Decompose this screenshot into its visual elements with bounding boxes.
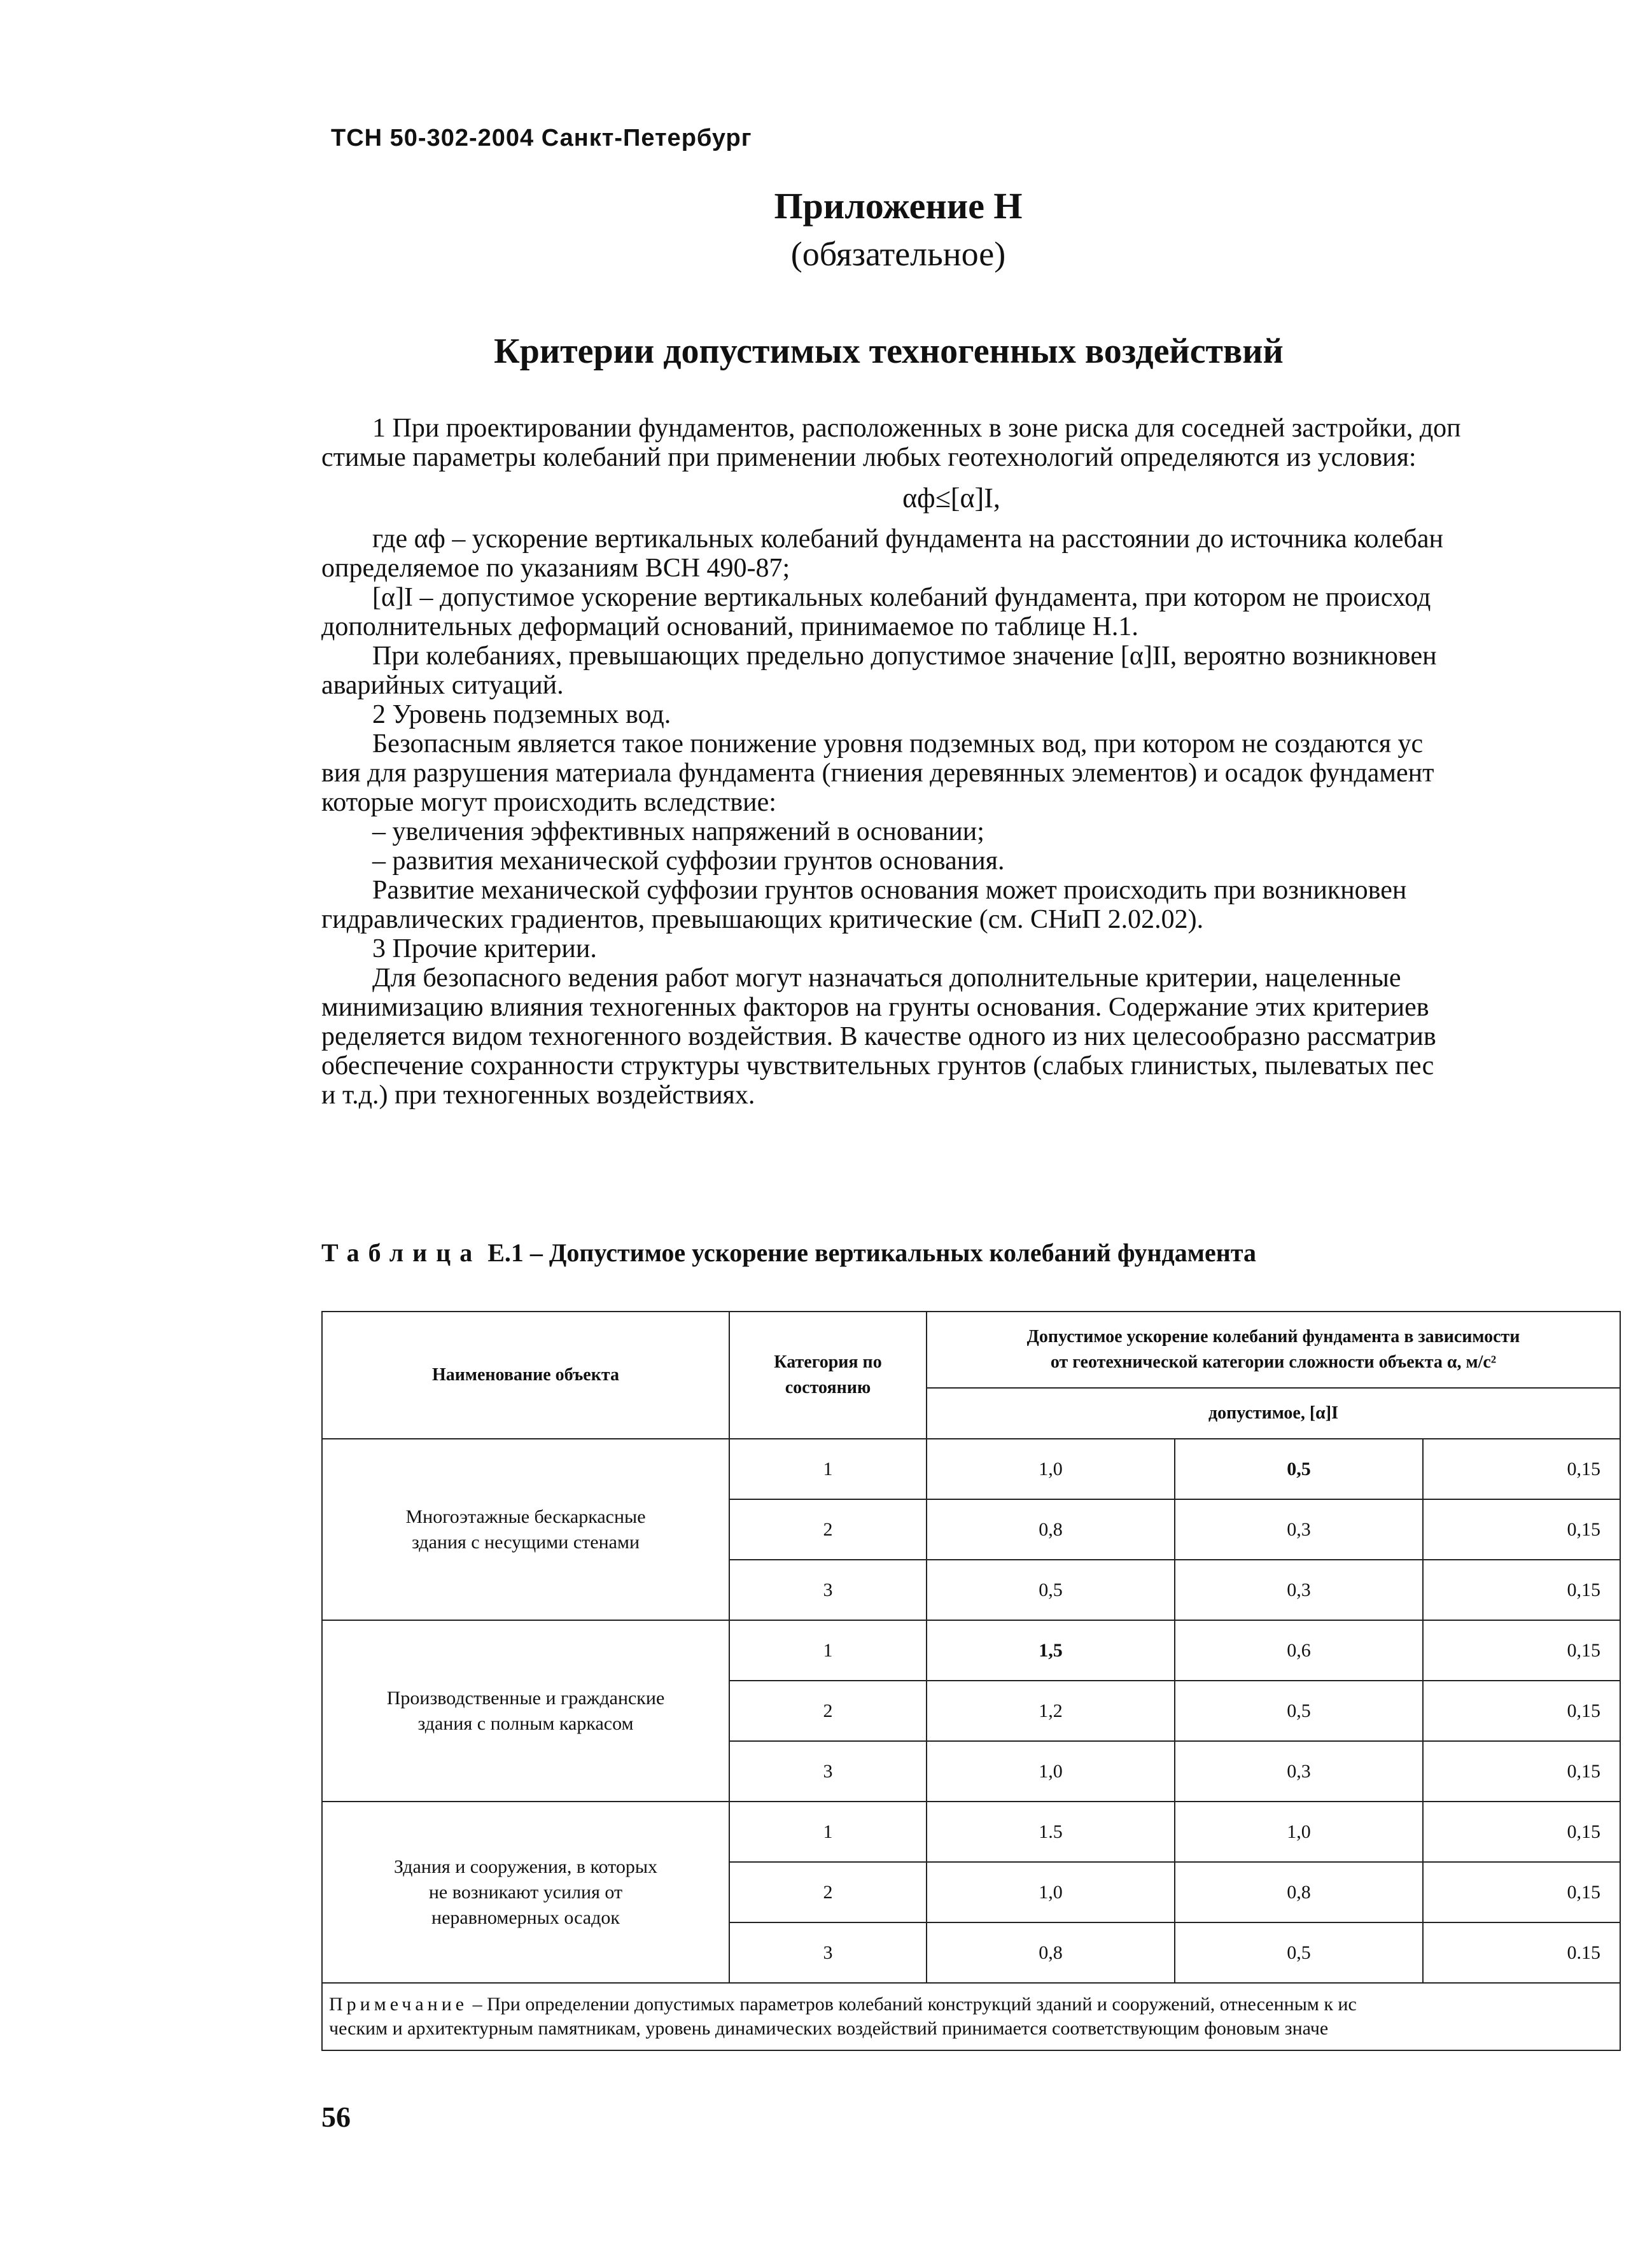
paragraph-6-line-2: вия для разрушения материала фундамента (гниения деревянных элементов) и осадок фундамент xyxy=(321,759,1434,788)
value-cell: 0,15 xyxy=(1423,1620,1620,1681)
value-cell: 0,8 xyxy=(1175,1862,1423,1922)
table-note-line-1 xyxy=(329,1992,1613,2017)
value-cell: 1.5 xyxy=(927,1802,1175,1862)
paragraph-9-line-2: минимизацию влияния техногенных факторов на грунты основания. Содержание этих критериев xyxy=(321,993,1429,1022)
table-row xyxy=(322,1802,1620,1862)
value-cell: 0,5 xyxy=(1175,1439,1423,1499)
header-acceleration xyxy=(927,1312,1620,1388)
paragraph-2-line-1: где αф – ускорение вертикальных колебаний фундамента на расстоянии до источника колебан xyxy=(372,524,1444,554)
appendix-status: (обязательное) xyxy=(790,235,1006,273)
paragraph-9-line-4: обеспечение сохранности структуры чувствительных грунтов (слабых глинистых, пылеватых пес xyxy=(321,1051,1434,1081)
header-category: Категория по состоянию xyxy=(729,1312,927,1439)
value-cell: 0,15 xyxy=(1423,1439,1620,1499)
category-cell: 1 xyxy=(729,1802,927,1862)
table-caption-label: Таблица xyxy=(321,1238,482,1267)
appendix-title: Приложение Н xyxy=(774,185,1023,227)
paragraph-3-line-1: [α]I – допустимое ускорение вертикальных колебаний фундамента, при котором не происход xyxy=(372,583,1431,612)
paragraph-5: 2 Уровень подземных вод. xyxy=(372,700,671,729)
table-caption xyxy=(321,1238,1256,1268)
value-cell: 1,0 xyxy=(927,1862,1175,1922)
paragraph-4-line-2: аварийных ситуаций. xyxy=(321,671,564,700)
object-name-line: Здания и сооружения, в которых xyxy=(393,1856,658,1877)
header-acceleration-line-1: Допустимое ускорение колебаний фундамента в зависимости xyxy=(1026,1327,1520,1347)
category-cell: 3 xyxy=(729,1560,927,1620)
table-caption-text: Е.1 – Допустимое ускорение вертикальных колебаний фундамента xyxy=(487,1238,1256,1267)
category-cell: 2 xyxy=(729,1499,927,1560)
object-name-line: здания с полным каркасом xyxy=(417,1712,634,1734)
value-cell: 1,2 xyxy=(927,1681,1175,1741)
value-cell: 0,15 xyxy=(1423,1802,1620,1862)
table-row xyxy=(322,1620,1620,1681)
value-cell: 0,5 xyxy=(1175,1922,1423,1983)
value-cell: 0,15 xyxy=(1423,1681,1620,1741)
body-text xyxy=(321,414,1631,1110)
paragraph-8: 3 Прочие критерии. xyxy=(372,934,597,963)
object-name-cell xyxy=(322,1439,729,1620)
paragraph-9-line-1: Для безопасного ведения работ могут назначаться дополнительные критерии, нацеленные xyxy=(372,963,1401,993)
value-cell: 0,6 xyxy=(1175,1620,1423,1681)
category-cell: 1 xyxy=(729,1620,927,1681)
table-note-text-1: – При определении допустимых параметров колебаний конструкций зданий и сооружений, отнесенным к ис xyxy=(468,1994,1357,2015)
paragraph-9-line-5: и т.д.) при техногенных воздействиях. xyxy=(321,1081,755,1110)
running-header: ТСН 50-302-2004 Санкт-Петербург xyxy=(331,125,752,151)
value-cell: 0,15 xyxy=(1423,1560,1620,1620)
paragraph-6-line-3: которые могут происходить вследствие: xyxy=(321,788,776,817)
category-cell: 2 xyxy=(729,1862,927,1922)
paragraph-3-line-2: дополнительных деформаций оснований, принимаемое по таблице Н.1. xyxy=(321,612,1138,641)
paragraph-1-line-2: стимые параметры колебаний при применении любых геотехнологий определяются из условия: xyxy=(321,443,1417,472)
value-cell: 0,3 xyxy=(1175,1741,1423,1802)
object-name-line: здания с несущими стенами xyxy=(412,1531,640,1553)
paragraph-7-line-2: гидравлических градиентов, превышающих критические (см. СНиП 2.02.02). xyxy=(321,905,1204,934)
object-name-line: Производственные и гражданские xyxy=(386,1687,665,1709)
bullet-2: – развития механической суффозии грунтов основания. xyxy=(372,846,1005,876)
table-row xyxy=(322,1439,1620,1499)
object-name-cell xyxy=(322,1620,729,1802)
header-object: Наименование объекта xyxy=(322,1312,729,1439)
paragraph-4-line-1: При колебаниях, превышающих предельно допустимое значение [α]II, вероятно возникновен xyxy=(372,641,1437,671)
value-cell: 1,5 xyxy=(927,1620,1175,1681)
object-name-line: не возникают усилия от xyxy=(428,1881,623,1903)
table-note xyxy=(322,1983,1620,2050)
page-number: 56 xyxy=(321,2101,351,2133)
object-name-line: неравномерных осадок xyxy=(431,1907,620,1928)
value-cell: 1,0 xyxy=(927,1741,1175,1802)
value-cell: 0,8 xyxy=(927,1922,1175,1983)
paragraph-9-line-3: ределяется видом техногенного воздействия. В качестве одного из них целесообразно рассматрив xyxy=(321,1022,1436,1051)
value-cell: 0,5 xyxy=(1175,1681,1423,1741)
category-cell: 2 xyxy=(729,1681,927,1741)
paragraph-7-line-1: Развитие механической суффозии грунтов основания может происходить при возникновен xyxy=(372,876,1407,905)
section-heading: Критерии допустимых техногенных воздействий xyxy=(494,332,1284,371)
header-acceleration-line-2: от геотехнической категории сложности объекта α, м/с² xyxy=(1050,1352,1497,1372)
value-cell: 0,15 xyxy=(1423,1499,1620,1560)
category-cell: 1 xyxy=(729,1439,927,1499)
acceleration-table xyxy=(321,1311,1621,2051)
table-note-line-2: ческим и архитектурным памятникам, уровень динамических воздействий принимается соответствующим фоновым значе xyxy=(329,2018,1329,2039)
category-cell: 3 xyxy=(729,1922,927,1983)
bullet-1: – увеличения эффективных напряжений в основании; xyxy=(372,817,984,846)
formula: αф≤[α]I, xyxy=(902,482,1000,514)
value-cell: 1,0 xyxy=(1175,1802,1423,1862)
paragraph-2-line-2: определяемое по указаниям ВСН 490-87; xyxy=(321,554,790,583)
value-cell: 0,3 xyxy=(1175,1560,1423,1620)
header-allowed: допустимое, [α]I xyxy=(927,1388,1620,1439)
value-cell: 1,0 xyxy=(927,1439,1175,1499)
value-cell: 0,8 xyxy=(927,1499,1175,1560)
object-name-cell xyxy=(322,1802,729,1983)
table-note-row xyxy=(322,1983,1620,2050)
value-cell: 0,3 xyxy=(1175,1499,1423,1560)
value-cell: 0.15 xyxy=(1423,1922,1620,1983)
category-cell: 3 xyxy=(729,1741,927,1802)
table-note-label: Примечание xyxy=(329,1994,468,2015)
object-name-line: Многоэтажные бескаркасные xyxy=(405,1506,646,1527)
value-cell: 0,5 xyxy=(927,1560,1175,1620)
value-cell: 0,15 xyxy=(1423,1741,1620,1802)
paragraph-6-line-1: Безопасным является такое понижение уровня подземных вод, при котором не создаются ус xyxy=(372,729,1424,759)
value-cell: 0,15 xyxy=(1423,1862,1620,1922)
paragraph-1-line-1: 1 При проектировании фундаментов, расположенных в зоне риска для соседней застройки, доп xyxy=(372,414,1461,443)
